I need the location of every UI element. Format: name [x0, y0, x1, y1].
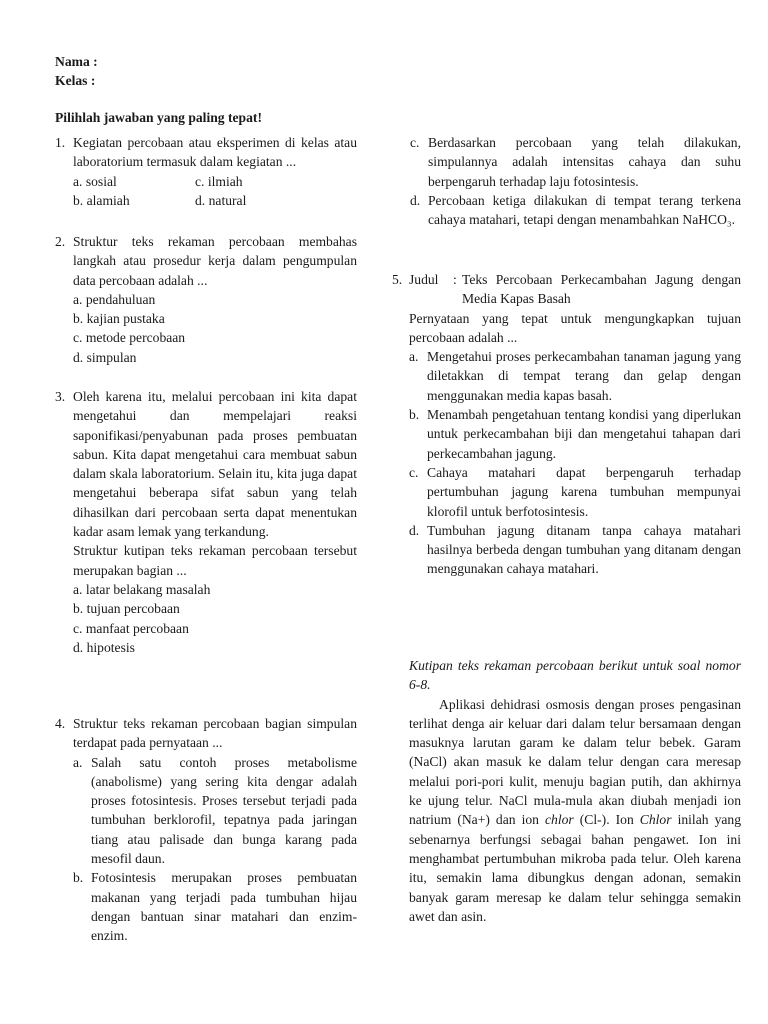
option-text: Fotosintesis merupakan proses pembuatan makanan yang terjadi pada tumbuhan hijau dengan bantuan sinar matahari dan enzim-enzim.: [91, 870, 357, 944]
passage-text: Aplikasi dehidrasi osmosis dengan proses pengasinan terlihat denga air keluar dari dalam telur bersamaan dengan masuknya larutan garam ke dalam telur bebek. Garam (NaCl) akan masuk ke dalam telur dengan cara meresap melalui pori-pori kulit, menuju bagian putih, dan akhirnya ke ujung telur. NaCl mula-mula akan diubah menjadi ion natrium (Na+) dan ion: [409, 696, 741, 828]
option-d[interactable]: [410, 191, 741, 230]
option-text: simpulan: [86, 349, 137, 365]
option-a[interactable]: [73, 290, 357, 309]
option-label: a.: [73, 581, 83, 597]
option-c[interactable]: [73, 619, 357, 638]
passage-text: inilah yang sebenarnya berfungsi sebagai bahan pengawet. Ion ini menghambat pertumbuhan mikroba pada telur. Oleh karena itu, semakin lama dibungkus dengan adonan, semakin banyak garam meresap ke dalam telur sehingga semakin awet dan asin.: [409, 812, 741, 924]
option-text: Cahaya matahari dapat berpengaruh terhadap pertumbuhan jagung karena tumbuhan mempunyai klorofil untuk berfotosintesis.: [427, 464, 741, 519]
option-c[interactable]: [73, 328, 357, 347]
option-label: d.: [73, 349, 84, 365]
option-label: b.: [73, 192, 84, 208]
question-excerpt: Oleh karena itu, melalui percobaan ini kita dapat mengetahui dan mempelajari reaksi saponifikasi/penyabunan pada proses pembuatan sabun. Kita dapat mengetahui cara membuat sabun dalam skala laboratorium. Selain itu, kita juga dapat mengetahui beberapa sifat sabun yang telah dihasilkan dari percobaan serta dapat menentukan kadar asam lemak yang terkandung.: [73, 389, 357, 540]
option-b[interactable]: [73, 309, 357, 328]
option-text: manfaat percobaan: [85, 620, 189, 636]
passage: [409, 656, 741, 926]
option-label: d.: [73, 639, 84, 655]
option-a[interactable]: [73, 172, 195, 191]
option-a[interactable]: [409, 347, 741, 405]
question-2: [55, 232, 357, 367]
option-text: Menambah pengetahuan tentang kondisi yang diperlukan untuk perkecambahan biji dan mengetahui tahapan dari perkecambahan jagung.: [427, 407, 741, 461]
question-number: 1.: [55, 135, 66, 150]
option-d[interactable]: [409, 521, 741, 579]
option-label: c.: [410, 135, 420, 150]
title-separator: :: [453, 272, 457, 287]
question-title: [409, 270, 741, 309]
question-text: Pernyataan yang tepat untuk mengungkapkan tujuan percobaan adalah ...: [409, 310, 741, 345]
option-text: pendahuluan: [85, 291, 156, 307]
passage-text: (Cl-). Ion: [579, 812, 634, 828]
option-label: a.: [73, 291, 83, 307]
question-3: [55, 387, 357, 657]
option-text: Tumbuhan jagung ditanam tanpa cahaya matahari hasilnya berbeda dengan tumbuhan yang ditanam dengan menggunakan cahaya matahari.: [427, 522, 741, 577]
option-text: metode percobaan: [85, 330, 186, 346]
passage-term: chlor: [545, 812, 574, 828]
option-d[interactable]: [73, 638, 357, 657]
option-b[interactable]: [73, 191, 195, 210]
question-text: Struktur teks rekaman percobaan bagian simpulan terdapat pada pernyataan ...: [73, 716, 357, 751]
option-c[interactable]: [409, 463, 741, 521]
option-label: c.: [195, 173, 205, 189]
question-number: 5.: [392, 272, 403, 287]
option-text: sosial: [85, 173, 117, 189]
option-c[interactable]: [195, 172, 357, 191]
option-label: d.: [410, 192, 421, 208]
instruction: Pilihlah jawaban yang paling tepat!: [55, 110, 262, 125]
option-label: c.: [73, 620, 83, 636]
title-label: Judul: [409, 272, 439, 287]
option-label: a.: [73, 173, 83, 189]
question-number: 3.: [55, 389, 66, 404]
option-a[interactable]: [73, 580, 357, 599]
option-text: Percobaan ketiga dilakukan di tempat terang terkena cahaya matahari, tetapi dengan menambahkan NaHCO₃.: [428, 192, 741, 228]
passage-term: Chlor: [639, 812, 672, 828]
question-4: [55, 714, 357, 946]
question-number: 4.: [55, 716, 66, 731]
option-label: b.: [73, 601, 84, 617]
question-text: Struktur kutipan teks rekaman percobaan tersebut merupakan bagian ...: [73, 543, 357, 578]
option-text: latar belakang masalah: [85, 581, 211, 597]
option-text: Salah satu contoh proses metabolisme (anabolisme) yang sering kita dengar adalah proses fotosintesis. Proses tersebut terjadi pada tumbuhan berklorofil, tepatnya pada jaringan tiang atau palisade dan bunga karang pada mesofil daun.: [91, 754, 357, 867]
class-label: Kelas :: [55, 73, 96, 88]
option-text: ilmiah: [207, 173, 243, 189]
option-b[interactable]: [409, 405, 741, 463]
question-1: [55, 133, 357, 210]
question-text: Kegiatan percobaan atau eksperimen di kelas atau laboratorium termasuk dalam kegiatan ...: [73, 135, 357, 170]
option-text: hipotesis: [86, 639, 135, 655]
option-text: alamiah: [86, 192, 130, 208]
option-a[interactable]: [73, 753, 357, 869]
option-d[interactable]: [73, 348, 357, 367]
question-4-continued: [410, 133, 741, 229]
option-b[interactable]: [73, 868, 357, 945]
option-text: natural: [208, 192, 247, 208]
option-label: b.: [73, 870, 84, 886]
option-label: c.: [73, 330, 83, 346]
passage-intro: Kutipan teks rekaman percobaan berikut untuk soal nomor 6-8.: [409, 658, 741, 693]
name-label: Nama :: [55, 54, 98, 69]
question-number: 2.: [55, 234, 66, 249]
option-label: c.: [409, 464, 419, 480]
option-text: kajian pustaka: [86, 311, 165, 327]
option-label: b.: [409, 407, 420, 423]
passage-body: [409, 695, 741, 927]
title-text: Teks Percobaan Perkecambahan Jagung dengan Media Kapas Basah: [462, 272, 741, 307]
option-b[interactable]: [73, 599, 357, 618]
question-5: [392, 270, 741, 579]
option-label: a.: [409, 349, 419, 365]
option-d[interactable]: [195, 191, 357, 210]
option-label: d.: [409, 522, 420, 538]
options: [73, 172, 357, 211]
option-text: Berdasarkan percobaan yang telah dilakukan, simpulannya adalah intensitas cahaya dan suhu berpengaruh terhadap laju fotosintesis.: [428, 135, 741, 189]
option-text: Mengetahui proses perkecambahan tanaman jagung yang diletakkan di tempat terang dan gelap dengan menggunakan media kapas basah.: [427, 349, 741, 403]
option-c[interactable]: [410, 133, 741, 191]
option-text: tujuan percobaan: [86, 601, 180, 617]
question-text: Struktur teks rekaman percobaan membahas langkah atau prosedur kerja dalam pengumpulan data percobaan adalah ...: [73, 234, 357, 288]
option-label: a.: [73, 754, 83, 770]
option-label: d.: [195, 192, 206, 208]
option-label: b.: [73, 311, 84, 327]
